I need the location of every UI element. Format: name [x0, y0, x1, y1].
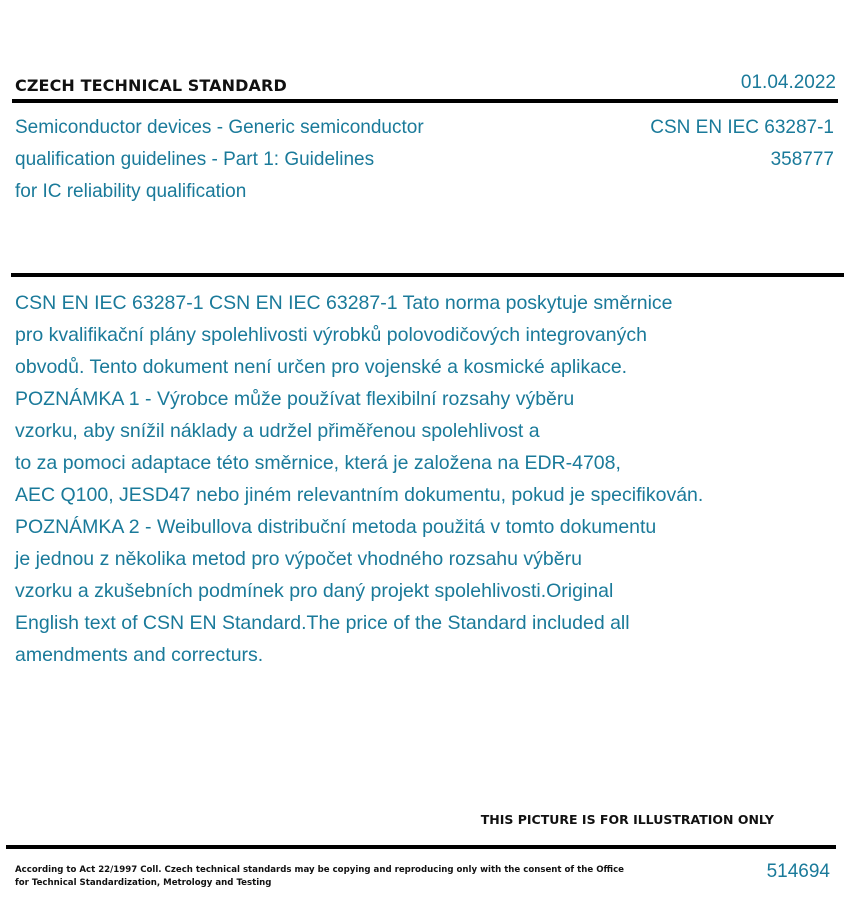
- footer-rule: [6, 845, 836, 849]
- description-line: POZNÁMKA 2 - Weibullova distribuční metoda použitá v tomto dokumentu: [15, 516, 657, 538]
- description-line: to za pomoci adaptace této směrnice, která je založena na EDR-4708,: [15, 452, 621, 474]
- standard-title-line-2: qualification guidelines - Part 1: Guidelines: [15, 149, 375, 170]
- illustration-notice: THIS PICTURE IS FOR ILLUSTRATION ONLY: [480, 812, 774, 827]
- document-id: 514694: [766, 861, 830, 882]
- description-line: je jednou z několika metod pro výpočet vhodného rozsahu výběru: [15, 548, 582, 570]
- standard-number: 358777: [770, 149, 834, 170]
- description-line: vzorku, aby snížil náklady a udržel přiměřenou spolehlivost a: [15, 420, 540, 442]
- section-rule: [11, 273, 844, 277]
- description-line: POZNÁMKA 1 - Výrobce může používat flexibilní rozsahy výběru: [15, 388, 575, 410]
- description-line: vzorku a zkušebních podmínek pro daný projekt spolehlivosti.Original: [15, 580, 614, 602]
- legal-notice: [15, 864, 624, 890]
- publication-date: 01.04.2022: [740, 72, 836, 93]
- description-line: AEC Q100, JESD47 nebo jiném relevantním dokumentu, pokud je specifikován.: [15, 484, 704, 506]
- header-rule: [12, 99, 838, 103]
- legal-notice-line: for Technical Standardization, Metrology and Testing: [15, 878, 272, 888]
- description-line: pro kvalifikační plány spolehlivosti výrobků polovodičových integrovaných: [15, 324, 647, 346]
- standard-title-line-3: for IC reliability qualification: [15, 181, 247, 202]
- description-line: English text of CSN EN Standard.The price of the Standard included all: [15, 612, 630, 634]
- description-line: obvodů. Tento dokument není určen pro vojenské a kosmické aplikace.: [15, 356, 628, 378]
- standard-description: [15, 287, 815, 671]
- document-header-title: CZECH TECHNICAL STANDARD: [15, 76, 287, 95]
- standard-code: CSN EN IEC 63287-1: [650, 117, 834, 138]
- description-line: CSN EN IEC 63287-1 CSN EN IEC 63287-1 Tato norma poskytuje směrnice: [15, 292, 673, 314]
- legal-notice-line: According to Act 22/1997 Coll. Czech technical standards may be copying and reproducing only with the consent of the Office: [15, 865, 625, 875]
- standard-title-line-1: Semiconductor devices - Generic semiconductor: [15, 117, 424, 138]
- description-line: amendments and correcturs.: [15, 644, 264, 666]
